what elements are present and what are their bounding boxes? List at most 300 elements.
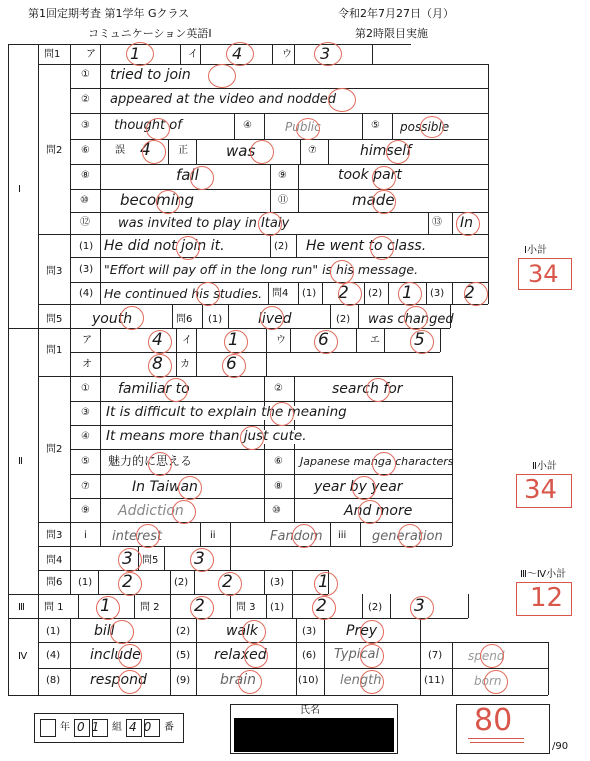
grade-mark bbox=[148, 330, 172, 354]
s2-q2-n7: ⑦ bbox=[81, 481, 90, 492]
divider bbox=[362, 113, 363, 139]
s1-q4-p2: (2) bbox=[368, 288, 383, 299]
s2-q2-n1: ① bbox=[81, 383, 90, 394]
s2-q1-u-label: ウ bbox=[276, 335, 286, 346]
s1-q3-p4: (4) bbox=[79, 288, 94, 299]
divider bbox=[268, 282, 269, 304]
s2-q1-label: 問1 bbox=[46, 345, 63, 356]
grade-mark bbox=[118, 572, 142, 596]
divider bbox=[452, 282, 453, 304]
s2-q5-label: 問5 bbox=[142, 555, 159, 566]
s2-q2-label: 問2 bbox=[46, 444, 63, 455]
s1-q2-n10: ⑩ bbox=[80, 195, 89, 206]
grade-mark bbox=[404, 306, 428, 330]
s1-q2-wrong-label: 誤 bbox=[115, 145, 125, 156]
grade-mark bbox=[484, 670, 508, 694]
s2-q1-e: 5 bbox=[414, 330, 425, 350]
frame-col1 bbox=[38, 44, 39, 695]
grade-mark bbox=[96, 596, 120, 620]
grade-input[interactable] bbox=[40, 719, 56, 737]
divider bbox=[230, 522, 231, 546]
rule bbox=[38, 304, 488, 305]
grade-mark bbox=[330, 260, 354, 284]
divider bbox=[298, 282, 299, 304]
grade-mark bbox=[226, 42, 254, 66]
s2-q6-p3: (3) bbox=[270, 577, 285, 588]
s2-q2-n6: ⑥ bbox=[274, 456, 283, 467]
s2-q3-a1: interest bbox=[112, 529, 163, 544]
divider bbox=[170, 570, 171, 594]
s4-a3: Prey bbox=[346, 623, 378, 639]
s2-q3-i: i bbox=[84, 530, 87, 541]
s2-q1-o: 8 bbox=[152, 354, 163, 374]
s1-q2-a13: In bbox=[460, 215, 474, 231]
rule bbox=[70, 139, 488, 140]
divider bbox=[200, 522, 201, 546]
s1-q2-a10: becoming bbox=[120, 191, 194, 209]
s4-a9: brain bbox=[220, 672, 256, 688]
divider bbox=[78, 594, 79, 618]
s2-q1-a-label: ア bbox=[82, 335, 92, 346]
grade-mark bbox=[420, 116, 444, 138]
divider bbox=[200, 44, 201, 64]
divider bbox=[488, 64, 489, 234]
s1-q4-a1: 2 bbox=[338, 283, 349, 303]
s3-q2-label: 問 2 bbox=[140, 602, 160, 613]
s2-q2-n10: ⑩ bbox=[272, 505, 281, 516]
s1-q1-label: 問1 bbox=[44, 49, 61, 60]
s2-q2-a9: Addiction bbox=[118, 503, 184, 519]
s3-q3-label: 問 3 bbox=[236, 602, 256, 613]
grade-mark bbox=[250, 140, 274, 164]
grade-mark bbox=[314, 42, 342, 66]
divider bbox=[324, 618, 325, 695]
rule bbox=[8, 594, 328, 595]
s2-q3-label: 問3 bbox=[46, 530, 63, 541]
s3-q1-label: 問 1 bbox=[44, 602, 64, 613]
grade-mark bbox=[410, 330, 434, 354]
s1-q4-p3: (3) bbox=[430, 288, 445, 299]
s2-q4-label: 問4 bbox=[46, 555, 63, 566]
grade-mark bbox=[314, 330, 338, 354]
ban-label: 番 bbox=[164, 722, 174, 733]
divider bbox=[384, 328, 385, 352]
s1-q2-a1: tried to join bbox=[110, 67, 191, 83]
grade-mark bbox=[360, 644, 384, 668]
s4-a8: respond bbox=[90, 672, 147, 688]
s1-q2-n12: ⑫ bbox=[80, 217, 90, 228]
divider bbox=[390, 594, 391, 618]
s2-q1-o-label: オ bbox=[82, 359, 92, 370]
divider bbox=[548, 642, 549, 695]
subtotal-III-IV-label: Ⅲ～Ⅳ小計 bbox=[520, 569, 567, 580]
grade-mark bbox=[386, 140, 410, 164]
s1-q6-p1: (1) bbox=[208, 314, 223, 325]
s1-q2-right-label: 正 bbox=[178, 145, 188, 156]
grade-mark bbox=[410, 596, 434, 620]
divider bbox=[292, 594, 293, 618]
s1-q2-n2: ② bbox=[81, 94, 90, 105]
frame-top bbox=[8, 44, 411, 45]
divider bbox=[388, 282, 389, 304]
grade-mark bbox=[270, 402, 294, 426]
s1-q5-label: 問5 bbox=[46, 314, 63, 325]
s2-q6-p2: (2) bbox=[174, 577, 189, 588]
divider bbox=[266, 352, 267, 376]
divider bbox=[100, 234, 101, 304]
grade-mark bbox=[456, 212, 480, 236]
rule bbox=[70, 352, 440, 353]
s1-q3-a4: He continued his studies. bbox=[104, 286, 263, 301]
divider bbox=[296, 234, 297, 257]
s1-q3-p2: (2) bbox=[274, 241, 289, 252]
s4-a1: bill bbox=[94, 623, 115, 639]
rule bbox=[70, 212, 488, 213]
divider bbox=[70, 618, 71, 695]
nen-label: 年 bbox=[60, 722, 70, 733]
s2-q6-a1: 2 bbox=[122, 572, 133, 592]
divider bbox=[180, 44, 181, 64]
divider bbox=[264, 113, 265, 139]
divider bbox=[234, 113, 235, 139]
rule bbox=[38, 642, 548, 643]
divider bbox=[322, 282, 323, 304]
redacted-name bbox=[234, 718, 394, 752]
divider bbox=[170, 618, 171, 695]
divider bbox=[172, 304, 173, 328]
s3-q3-p1: (1) bbox=[270, 602, 285, 613]
divider bbox=[196, 139, 197, 164]
seat-number: 40 bbox=[129, 720, 159, 734]
s1-q3-label: 問3 bbox=[46, 266, 63, 277]
s2-q2-a10: And more bbox=[344, 503, 413, 519]
s4-p4: (4) bbox=[46, 650, 61, 661]
divider bbox=[134, 594, 135, 618]
subject-name: コミュニケーション英語Ⅰ bbox=[88, 27, 212, 40]
s2-q1-ka: 6 bbox=[226, 354, 237, 374]
s2-q2-n5: ⑤ bbox=[81, 456, 90, 467]
divider bbox=[488, 234, 489, 304]
divider bbox=[266, 328, 267, 352]
section-II-label: Ⅱ bbox=[18, 456, 23, 467]
exam-date: 令和2年7月27日（月） bbox=[338, 7, 454, 20]
s3-q3-a1: 2 bbox=[316, 596, 327, 616]
divider bbox=[196, 618, 197, 695]
s3-q1-answer: 1 bbox=[100, 596, 111, 616]
s1-q1-i-label: イ bbox=[188, 49, 198, 60]
s1-q2-n7: ⑦ bbox=[308, 145, 317, 156]
divider bbox=[194, 570, 195, 594]
s4-p3: (3) bbox=[302, 626, 317, 637]
s2-q3-a3: generation bbox=[372, 529, 443, 544]
grade-mark bbox=[314, 572, 338, 596]
s2-q2-a2: search for bbox=[332, 381, 403, 397]
s2-q1-a: 4 bbox=[152, 330, 163, 350]
s1-q5-answer: youth bbox=[92, 311, 133, 327]
s1-q2-a6-wrong: 4 bbox=[140, 140, 151, 160]
s2-q2-n8: ⑧ bbox=[274, 481, 283, 492]
divider bbox=[440, 328, 441, 352]
s2-q1-i-label: イ bbox=[182, 335, 192, 346]
s4-a2: walk bbox=[226, 623, 259, 639]
s1-q4-a2: 1 bbox=[402, 283, 413, 303]
s1-q2-n11: ⑪ bbox=[278, 195, 288, 206]
score-underline bbox=[468, 738, 524, 739]
rule bbox=[38, 668, 548, 669]
grade-mark bbox=[238, 670, 262, 694]
grade-mark bbox=[148, 452, 172, 476]
divider bbox=[330, 522, 331, 546]
rule bbox=[8, 695, 548, 696]
s1-q2-a5: possible bbox=[400, 120, 450, 134]
rule bbox=[38, 570, 328, 571]
grade-mark bbox=[118, 644, 142, 668]
grade-mark bbox=[370, 236, 394, 260]
s4-p9: (9) bbox=[176, 675, 191, 686]
divider bbox=[164, 546, 165, 570]
s1-q2-a8: fall bbox=[176, 166, 199, 184]
class-info-box bbox=[34, 713, 184, 743]
divider bbox=[300, 139, 301, 164]
rule bbox=[38, 64, 488, 65]
divider bbox=[296, 618, 297, 695]
divider bbox=[452, 522, 453, 546]
divider bbox=[272, 44, 273, 64]
subtotal-I-score: 34 bbox=[528, 260, 559, 288]
divider bbox=[100, 44, 101, 64]
frame-col2 bbox=[70, 44, 71, 594]
grade-mark bbox=[372, 166, 396, 190]
grade-mark bbox=[172, 500, 196, 524]
divider bbox=[298, 164, 299, 189]
s2-q6-p1: (1) bbox=[78, 577, 93, 588]
grade-mark bbox=[196, 282, 220, 306]
grade-mark bbox=[360, 670, 384, 694]
grade-mark bbox=[190, 596, 214, 620]
rule bbox=[70, 425, 452, 426]
s1-q2-n9: ⑨ bbox=[278, 170, 287, 181]
grade-mark bbox=[372, 452, 396, 476]
divider bbox=[360, 522, 361, 546]
s1-q1-u-answer: 3 bbox=[320, 44, 331, 63]
grade-mark bbox=[224, 330, 248, 354]
rule bbox=[38, 546, 452, 547]
s4-p5: (5) bbox=[176, 650, 191, 661]
s2-q2-a5: 魅力的に思える bbox=[108, 454, 193, 468]
s2-q2-a3: It is difficult to explain the meaning bbox=[106, 406, 351, 420]
grade-mark bbox=[398, 524, 422, 548]
divider bbox=[264, 570, 265, 594]
s1-q2-a7: himself bbox=[360, 143, 412, 159]
divider bbox=[100, 64, 101, 234]
s2-q2-n2: ② bbox=[274, 383, 283, 394]
s2-q1-e-label: エ bbox=[370, 335, 380, 346]
grade-mark bbox=[222, 354, 246, 378]
divider bbox=[170, 594, 171, 618]
grade-mark bbox=[358, 500, 382, 524]
s1-q4-p1: (1) bbox=[302, 288, 317, 299]
rule bbox=[70, 449, 452, 450]
grade-mark bbox=[352, 476, 376, 500]
s1-q2-n6: ⑥ bbox=[81, 145, 90, 156]
s1-q3-a3: "Effort will pay off in the long run" is his message. bbox=[104, 262, 419, 277]
s1-q1-a-answer: 1 bbox=[130, 44, 141, 63]
rule bbox=[70, 88, 488, 89]
s2-q4-answer: 3 bbox=[122, 549, 133, 569]
divider bbox=[228, 304, 229, 328]
s1-q6-p2: (2) bbox=[336, 314, 351, 325]
s1-q2-label: 問2 bbox=[46, 145, 63, 156]
s1-q1-i-answer: 4 bbox=[232, 44, 243, 63]
grade-mark bbox=[110, 620, 134, 644]
s2-q6-a3: 1 bbox=[318, 572, 329, 592]
grade-mark bbox=[218, 572, 242, 596]
divider bbox=[452, 212, 453, 234]
grade-mark bbox=[244, 644, 268, 668]
s2-q2-a7: In Taiwan bbox=[132, 479, 198, 495]
grade-mark bbox=[146, 118, 170, 140]
s2-q1-ka-label: カ bbox=[180, 359, 190, 370]
grade-mark bbox=[190, 548, 214, 572]
s1-q2-a12: was invited to play in Italy bbox=[118, 216, 290, 231]
divider bbox=[98, 570, 99, 594]
grade-mark bbox=[190, 166, 214, 190]
divider bbox=[364, 282, 365, 304]
rule bbox=[70, 401, 452, 402]
grade-mark bbox=[164, 378, 188, 402]
section-IV-label: Ⅳ bbox=[18, 651, 28, 662]
rule bbox=[70, 164, 488, 165]
class-number: 01 bbox=[77, 720, 107, 734]
s4-p1: (1) bbox=[46, 626, 61, 637]
grade-mark bbox=[156, 190, 180, 214]
divider bbox=[328, 139, 329, 164]
kumi-label: 組 bbox=[112, 722, 122, 733]
grade-mark bbox=[260, 306, 284, 330]
subtotal-II-score: 34 bbox=[524, 475, 558, 505]
grade-mark bbox=[176, 236, 200, 260]
s1-q1-a-label: ア bbox=[86, 49, 96, 60]
rule bbox=[70, 474, 452, 475]
divider bbox=[356, 328, 357, 352]
s1-q2-n13: ⑬ bbox=[432, 217, 442, 228]
max-score: /90 bbox=[552, 741, 569, 752]
total-score: 80 bbox=[474, 703, 513, 738]
s2-q5-answer: 3 bbox=[194, 549, 205, 569]
grade-mark bbox=[118, 548, 142, 572]
grade-mark bbox=[136, 524, 160, 548]
name-label: 氏名 bbox=[300, 705, 320, 716]
s4-a10: length bbox=[340, 673, 382, 688]
exam-period: 第2時限目実施 bbox=[355, 27, 428, 40]
s1-q2-n3: ③ bbox=[81, 120, 90, 131]
s4-p2: (2) bbox=[176, 626, 191, 637]
divider bbox=[452, 376, 453, 522]
s2-q2-n9: ⑨ bbox=[81, 505, 90, 516]
score-underline bbox=[470, 742, 524, 743]
s4-p10: (10) bbox=[298, 675, 319, 686]
grade-mark bbox=[338, 282, 362, 306]
divider bbox=[270, 164, 271, 189]
s2-q3-ii: ii bbox=[210, 530, 216, 541]
grade-mark bbox=[208, 64, 236, 88]
rule bbox=[8, 618, 468, 619]
divider bbox=[392, 113, 393, 139]
s2-q2-a4: It means more than just cute. bbox=[106, 430, 311, 444]
divider bbox=[8, 618, 9, 695]
divider bbox=[362, 594, 363, 618]
s1-q2-a6-right: was bbox=[226, 142, 256, 160]
s4-a4: include bbox=[90, 647, 141, 663]
s2-q1-i: 1 bbox=[228, 330, 239, 350]
grade-mark bbox=[148, 354, 172, 378]
s3-q3-a2: 3 bbox=[414, 596, 425, 616]
s4-a6: Typical bbox=[334, 647, 380, 662]
divider bbox=[202, 304, 203, 328]
section-III-label: Ⅲ bbox=[18, 602, 25, 613]
s2-q6-a2: 2 bbox=[222, 572, 233, 592]
divider bbox=[290, 328, 291, 352]
s1-q2-a4: Public bbox=[285, 120, 321, 134]
divider bbox=[420, 618, 421, 642]
divider bbox=[426, 282, 427, 304]
divider bbox=[428, 212, 429, 234]
grade-mark bbox=[242, 620, 266, 644]
frame-left bbox=[8, 44, 9, 624]
s2-q6-label: 問6 bbox=[46, 577, 63, 588]
s1-q4-a3: 2 bbox=[464, 283, 475, 303]
s1-q2-n8: ⑧ bbox=[81, 170, 90, 181]
s4-p7: (7) bbox=[428, 650, 443, 661]
s1-q6-a1: lived bbox=[258, 311, 292, 327]
s1-q2-n5: ⑤ bbox=[371, 120, 380, 131]
s1-q3-p1: (1) bbox=[79, 241, 94, 252]
divider bbox=[330, 304, 331, 328]
divider bbox=[270, 234, 271, 257]
section-I-label: Ⅰ bbox=[18, 184, 21, 195]
grade-mark bbox=[464, 282, 488, 306]
s1-q3-a1: He did not join it. bbox=[104, 238, 225, 254]
s1-q2-n4: ④ bbox=[243, 120, 252, 131]
divider bbox=[100, 522, 101, 546]
s2-q1-u: 6 bbox=[318, 330, 329, 350]
divider bbox=[230, 594, 231, 618]
s1-q2-a11: made bbox=[352, 191, 395, 209]
divider bbox=[468, 594, 469, 618]
subtotal-II-label: Ⅱ小計 bbox=[532, 461, 557, 472]
grade-mark bbox=[142, 140, 166, 164]
grade-mark bbox=[120, 306, 144, 330]
s3-q2-answer: 2 bbox=[194, 596, 205, 616]
s2-q2-a8: year by year bbox=[314, 479, 403, 495]
s1-q2-a9: took part bbox=[338, 167, 402, 183]
grade-mark bbox=[292, 524, 316, 548]
divider bbox=[372, 44, 373, 64]
s1-q1-u-label: ウ bbox=[282, 49, 292, 60]
rule bbox=[70, 113, 488, 114]
s1-q2-n1: ① bbox=[81, 69, 90, 80]
grade-mark bbox=[366, 378, 390, 402]
grade-mark bbox=[296, 118, 320, 140]
s1-q3-p3: (3) bbox=[79, 264, 94, 275]
s1-q6-a2: was changed bbox=[368, 312, 454, 327]
s1-q6-label: 問6 bbox=[176, 314, 193, 325]
s1-q4-label: 問4 bbox=[272, 288, 289, 299]
divider bbox=[294, 44, 295, 64]
divider bbox=[450, 304, 451, 328]
rule bbox=[70, 189, 488, 190]
divider bbox=[168, 139, 169, 164]
